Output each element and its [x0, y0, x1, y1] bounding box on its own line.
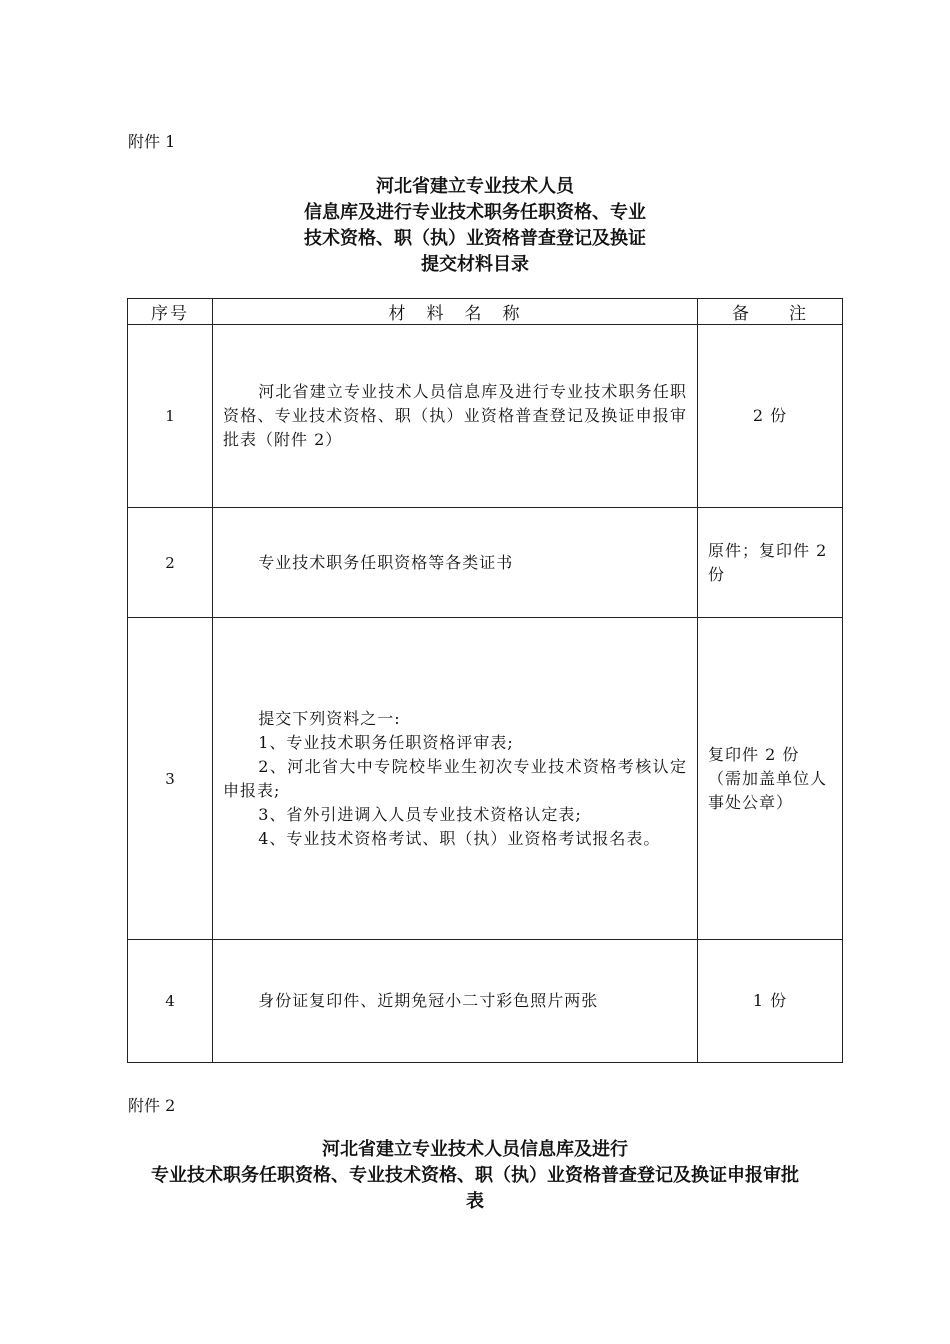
materials-table: [127, 298, 843, 1063]
row-note: 复印件 2 份（需加盖单位人事处公章）: [698, 618, 843, 940]
attachment2-label: 附件 2: [128, 1096, 176, 1115]
row-seq: 4: [128, 940, 213, 1063]
attachment1-title: [0, 174, 950, 278]
material-line: 2、河北省大中专院校毕业生初次专业技术资格考核认定申报表;: [223, 756, 687, 800]
row-material: [213, 940, 698, 1063]
row-note: 原件；复印件 2 份: [698, 508, 843, 618]
row-material: [213, 508, 698, 618]
material-line: 3、省外引进调入人员专业技术资格认定表;: [258, 804, 582, 824]
header-seq: 序号: [128, 299, 213, 325]
material-line: 专业技术职务任职资格等各类证书: [258, 552, 514, 572]
row-seq: 1: [128, 325, 213, 508]
material-line: 身份证复印件、近期免冠小二寸彩色照片两张: [258, 991, 599, 1010]
table-row: [128, 618, 843, 940]
row-seq: 2: [128, 508, 213, 618]
header-note: 备 注: [698, 299, 843, 325]
row-note: 1 份: [698, 940, 843, 1063]
material-line: 河北省建立专业技术人员信息库及进行专业技术职务任职资格、专业技术资格、职（执）业资格普查登记及换证申报审批表（附件 2）: [223, 382, 687, 449]
material-line: 4、专业技术资格考试、职（执）业资格考试报名表。: [258, 828, 661, 848]
attachment1-title-line: 提交材料目录: [421, 254, 529, 275]
row-note: 2 份: [698, 325, 843, 508]
attachment2-title-line: 专业技术职务任职资格、专业技术资格、职（执）业资格普查登记及换证申报审批: [151, 1165, 799, 1186]
row-seq: 3: [128, 618, 213, 940]
material-line: 1、专业技术职务任职资格评审表;: [258, 732, 514, 752]
header-material: 材 料 名 称: [213, 299, 698, 325]
attachment1-title-line: 河北省建立专业技术人员: [376, 176, 574, 197]
attachment2-title: [0, 1137, 950, 1215]
table-row: [128, 325, 843, 508]
row-material: [213, 325, 698, 508]
material-line: 提交下列资料之一:: [258, 708, 401, 728]
attachment1-title-line: 技术资格、职（执）业资格普查登记及换证: [304, 228, 646, 249]
attachment1-title-line: 信息库及进行专业技术职务任职资格、专业: [304, 202, 646, 223]
table-header-row: [128, 299, 843, 325]
table-row: [128, 940, 843, 1063]
attachment2-title-line: 表: [466, 1191, 484, 1212]
table-row: [128, 508, 843, 618]
attachment1-label: 附件 1: [128, 132, 176, 151]
attachment2-title-line: 河北省建立专业技术人员信息库及进行: [322, 1139, 628, 1160]
row-material: [213, 618, 698, 940]
